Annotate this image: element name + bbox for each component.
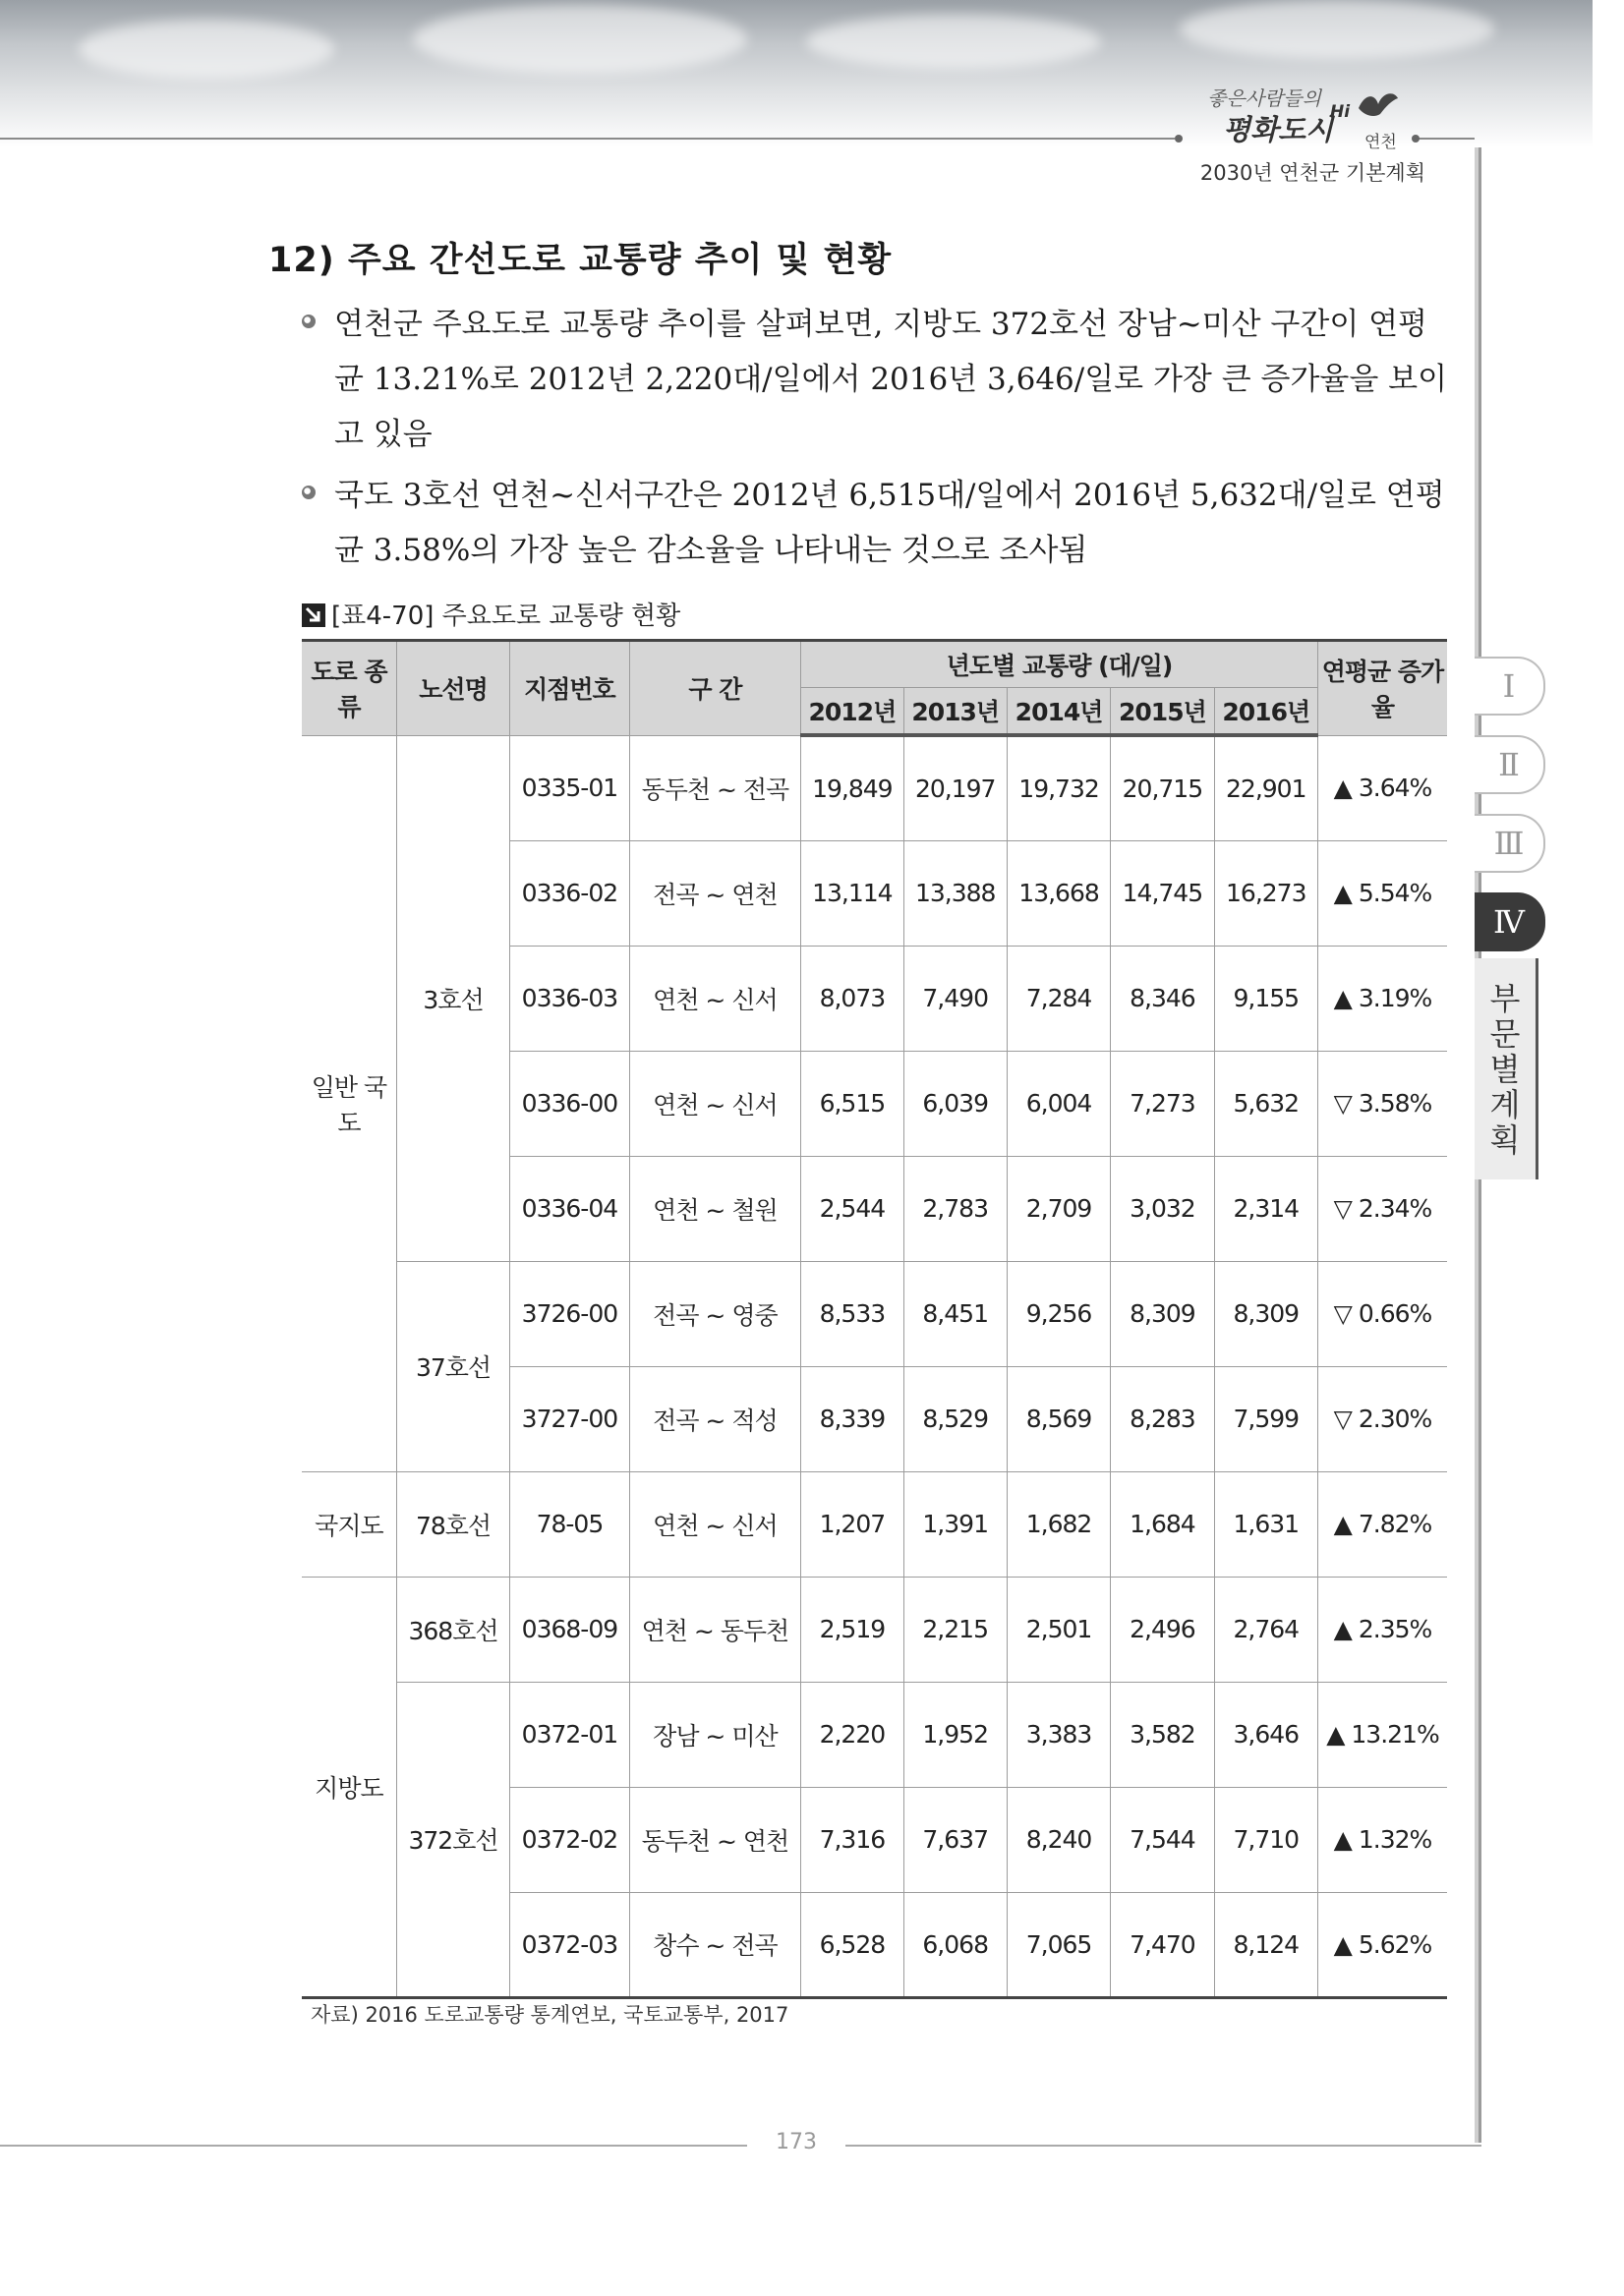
bullet-1 xyxy=(302,297,1452,462)
cell-value: 8,451 xyxy=(903,1261,1007,1366)
group-route-372: 372호선 xyxy=(396,1682,509,1997)
cell-section: 동두천 ~ 연천 xyxy=(629,1787,801,1892)
group-route-78: 78호선 xyxy=(396,1471,509,1577)
cell-value: 6,515 xyxy=(801,1051,903,1156)
header-year: 2013년 xyxy=(903,688,1007,736)
cell-value: 2,496 xyxy=(1111,1577,1214,1682)
cell-rate: ▲ 13.21% xyxy=(1317,1682,1447,1787)
cell-value: 7,599 xyxy=(1214,1366,1317,1471)
group-national-road: 일반 국도 xyxy=(302,735,396,1471)
cell-value: 7,710 xyxy=(1214,1787,1317,1892)
footer-rule-right xyxy=(845,2145,1481,2147)
cell-value: 7,544 xyxy=(1111,1787,1214,1892)
cell-value: 20,197 xyxy=(903,735,1007,840)
header-year: 2012년 xyxy=(801,688,903,736)
cell-value: 1,682 xyxy=(1007,1471,1110,1577)
cell-value: 20,715 xyxy=(1111,735,1214,840)
header-year: 2016년 xyxy=(1214,688,1317,736)
header-growth: 연평균 증가율 xyxy=(1317,641,1447,736)
cell-section: 연천 ~ 신서 xyxy=(629,946,801,1051)
cell-section: 동두천 ~ 전곡 xyxy=(629,735,801,840)
cell-value: 3,383 xyxy=(1007,1682,1110,1787)
logo-hi: Hi xyxy=(1330,102,1351,122)
cell-rate: ▽ 2.34% xyxy=(1317,1156,1447,1261)
cell-value: 8,073 xyxy=(801,946,903,1051)
cell-value: 1,207 xyxy=(801,1471,903,1577)
cell-point: 0372-03 xyxy=(510,1892,629,1997)
side-label-char: 계 xyxy=(1489,1085,1521,1123)
tab-chapter-1[interactable]: Ⅰ xyxy=(1475,657,1545,716)
cell-value: 1,391 xyxy=(903,1471,1007,1577)
bird-icon xyxy=(1357,88,1400,122)
cell-point: 0372-01 xyxy=(510,1682,629,1787)
side-label-char: 별 xyxy=(1489,1050,1521,1088)
cell-value: 19,849 xyxy=(801,735,903,840)
header-yearly-group: 년도별 교통량 (대/일) xyxy=(801,641,1318,688)
header-year: 2015년 xyxy=(1111,688,1214,736)
cell-section: 장남 ~ 미산 xyxy=(629,1682,801,1787)
cell-value: 8,569 xyxy=(1007,1366,1110,1471)
cell-point: 0335-01 xyxy=(510,735,629,840)
bullet-2-text: 국도 3호선 연천~신서구간은 2012년 6,515대/일에서 2016년 5,632대/일로 연평균 3.58%의 가장 높은 감소율을 나타내는 것으로 조사됨 xyxy=(334,478,1445,568)
cell-point: 78-05 xyxy=(510,1471,629,1577)
cell-value: 9,155 xyxy=(1214,946,1317,1051)
cell-point: 0336-02 xyxy=(510,840,629,946)
header-route: 노선명 xyxy=(396,641,509,736)
cell-value: 22,901 xyxy=(1214,735,1317,840)
bullet-1-text: 연천군 주요도로 교통량 추이를 살펴보면, 지방도 372호선 장남~미산 구간이 연평균 13.21%로 2012년 2,220대/일에서 2016년 3,646/일로 가장 큰 증가율을 보이고 있음 xyxy=(334,307,1448,452)
cell-value: 6,068 xyxy=(903,1892,1007,1997)
bullet-dot-icon xyxy=(302,486,316,499)
cell-rate: ▽ 0.66% xyxy=(1317,1261,1447,1366)
cell-value: 2,215 xyxy=(903,1577,1007,1682)
group-gukjido: 국지도 xyxy=(302,1471,396,1577)
cell-value: 16,273 xyxy=(1214,840,1317,946)
cell-rate: ▲ 3.19% xyxy=(1317,946,1447,1051)
cell-value: 19,732 xyxy=(1007,735,1110,840)
cell-value: 3,032 xyxy=(1111,1156,1214,1261)
cell-value: 8,529 xyxy=(903,1366,1007,1471)
cell-rate: ▲ 5.62% xyxy=(1317,1892,1447,1997)
bullet-2 xyxy=(302,468,1452,578)
header-rule xyxy=(0,138,1175,140)
cell-value: 7,273 xyxy=(1111,1051,1214,1156)
cell-value: 1,631 xyxy=(1214,1471,1317,1577)
cell-value: 8,533 xyxy=(801,1261,903,1366)
cell-value: 7,490 xyxy=(903,946,1007,1051)
table-source: 자료) 2016 도로교통량 통계연보, 국토교통부, 2017 xyxy=(311,2003,789,2027)
cell-value: 8,124 xyxy=(1214,1892,1317,1997)
cell-point: 0368-09 xyxy=(510,1577,629,1682)
cell-rate: ▲ 3.64% xyxy=(1317,735,1447,840)
cell-rate: ▲ 1.32% xyxy=(1317,1787,1447,1892)
table-row xyxy=(302,1577,1447,1682)
cell-value: 8,283 xyxy=(1111,1366,1214,1471)
cell-value: 2,764 xyxy=(1214,1577,1317,1682)
header-section: 구 간 xyxy=(629,641,801,736)
cell-value: 7,470 xyxy=(1111,1892,1214,1997)
cell-section: 창수 ~ 전곡 xyxy=(629,1892,801,1997)
cell-value: 3,582 xyxy=(1111,1682,1214,1787)
tab-chapter-3[interactable]: Ⅲ xyxy=(1475,814,1545,873)
cell-value: 6,528 xyxy=(801,1892,903,1997)
cell-value: 2,501 xyxy=(1007,1577,1110,1682)
tab-chapter-2[interactable]: Ⅱ xyxy=(1475,735,1545,794)
cell-section: 연천 ~ 동두천 xyxy=(629,1577,801,1682)
cell-section: 연천 ~ 신서 xyxy=(629,1471,801,1577)
cell-point: 0336-04 xyxy=(510,1156,629,1261)
cell-rate: ▽ 2.30% xyxy=(1317,1366,1447,1471)
section-heading: 12) 주요 간선도로 교통량 추이 및 현황 xyxy=(268,241,893,280)
cell-value: 8,346 xyxy=(1111,946,1214,1051)
header-point-no: 지점번호 xyxy=(510,641,629,736)
side-section-label xyxy=(1475,958,1538,1179)
group-route-37: 37호선 xyxy=(396,1261,509,1471)
cell-point: 0336-00 xyxy=(510,1051,629,1156)
cell-value: 8,309 xyxy=(1214,1261,1317,1366)
cell-rate: ▲ 2.35% xyxy=(1317,1577,1447,1682)
group-local-road: 지방도 xyxy=(302,1577,396,1997)
cell-point: 0372-02 xyxy=(510,1787,629,1892)
cell-value: 8,240 xyxy=(1007,1787,1110,1892)
cell-value: 2,544 xyxy=(801,1156,903,1261)
side-label-char: 획 xyxy=(1489,1120,1521,1159)
cell-rate: ▲ 5.54% xyxy=(1317,840,1447,946)
cell-section: 전곡 ~ 연천 xyxy=(629,840,801,946)
cell-value: 2,220 xyxy=(801,1682,903,1787)
cell-value: 13,388 xyxy=(903,840,1007,946)
cell-section: 연천 ~ 철원 xyxy=(629,1156,801,1261)
cell-point: 3726-00 xyxy=(510,1261,629,1366)
cell-value: 1,952 xyxy=(903,1682,1007,1787)
cell-section: 전곡 ~ 적성 xyxy=(629,1366,801,1471)
cell-value: 9,256 xyxy=(1007,1261,1110,1366)
cell-value: 14,745 xyxy=(1111,840,1214,946)
side-label-char: 부 xyxy=(1489,979,1521,1017)
cell-value: 7,284 xyxy=(1007,946,1110,1051)
logo-city: 연천 xyxy=(1364,133,1397,152)
table-caption xyxy=(302,596,680,632)
cell-value: 7,316 xyxy=(801,1787,903,1892)
cell-value: 8,309 xyxy=(1111,1261,1214,1366)
cell-value: 13,668 xyxy=(1007,840,1110,946)
traffic-volume-table xyxy=(302,639,1447,1999)
cell-value: 7,637 xyxy=(903,1787,1007,1892)
cell-value: 2,314 xyxy=(1214,1156,1317,1261)
bullet-dot-icon xyxy=(302,315,316,328)
table-row xyxy=(302,1682,1447,1787)
cell-value: 2,519 xyxy=(801,1577,903,1682)
cell-value: 2,783 xyxy=(903,1156,1007,1261)
cell-point: 3727-00 xyxy=(510,1366,629,1471)
cell-value: 6,004 xyxy=(1007,1051,1110,1156)
table-row xyxy=(302,1471,1447,1577)
cell-rate: ▲ 7.82% xyxy=(1317,1471,1447,1577)
cell-value: 2,709 xyxy=(1007,1156,1110,1261)
header-road-type: 도로 종류 xyxy=(302,641,396,736)
group-route-3: 3호선 xyxy=(396,735,509,1261)
cell-value: 8,339 xyxy=(801,1366,903,1471)
footer-rule-left xyxy=(0,2145,747,2147)
cell-value: 13,114 xyxy=(801,840,903,946)
header-rule-dot xyxy=(1175,135,1183,143)
tab-chapter-4[interactable]: Ⅳ xyxy=(1475,892,1545,951)
cell-point: 0336-03 xyxy=(510,946,629,1051)
table-caption-text: [표4-70] 주요도로 교통량 현황 xyxy=(331,602,681,631)
logo-line2: 평화도시 xyxy=(1223,113,1334,146)
header-year: 2014년 xyxy=(1007,688,1110,736)
table-row xyxy=(302,1261,1447,1366)
plan-title: 2030년 연천군 기본계획 xyxy=(1199,161,1425,185)
cell-rate: ▽ 3.58% xyxy=(1317,1051,1447,1156)
side-label-char: 문 xyxy=(1489,1014,1521,1053)
cell-value: 6,039 xyxy=(903,1051,1007,1156)
city-logo xyxy=(1189,71,1425,152)
cell-value: 5,632 xyxy=(1214,1051,1317,1156)
page-number: 173 xyxy=(776,2130,817,2154)
table-arrow-icon xyxy=(302,603,325,627)
table-row xyxy=(302,735,1447,840)
cell-value: 7,065 xyxy=(1007,1892,1110,1997)
cell-value: 1,684 xyxy=(1111,1471,1214,1577)
cell-section: 전곡 ~ 영중 xyxy=(629,1261,801,1366)
cell-section: 연천 ~ 신서 xyxy=(629,1051,801,1156)
logo-line1: 좋은사람들의 xyxy=(1207,86,1321,110)
cell-value: 3,646 xyxy=(1214,1682,1317,1787)
group-route-368: 368호선 xyxy=(396,1577,509,1682)
